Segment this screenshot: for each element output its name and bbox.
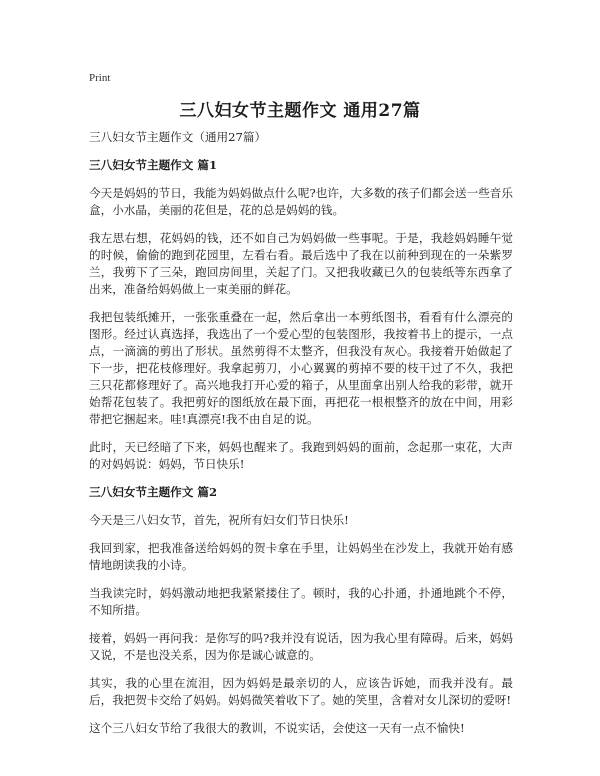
section-2 — [89, 484, 513, 737]
print-label: Print — [89, 72, 111, 84]
paragraph: 我回到家，把我准备送给妈妈的贺卡拿在手里，让妈妈坐在沙发上，我就开始有感情地朗读我的小诗。 — [89, 541, 513, 572]
paragraph: 此时，天已经暗了下来，妈妈也醒来了。我跑到妈妈的面前，念起那一束花，大声的对妈妈说：妈妈，节日快乐! — [89, 440, 513, 471]
section-heading: 三八妇女节主题作文 篇1 — [89, 158, 218, 172]
paragraph: 接着，妈妈一再问我：是你写的吗?我并没有说话，因为我心里有障碍。后来，妈妈又说，不是也没关系，因为你是诚心诚意的。 — [89, 631, 513, 662]
section-1 — [89, 157, 513, 473]
article-body — [89, 129, 513, 748]
paragraph: 今天是妈妈的节日，我能为妈妈做点什么呢?也许，大多数的孩子们都会送一些音乐盒，小水晶，美丽的花但是，花的总是妈妈的钱。 — [89, 186, 513, 217]
paragraph: 我把包装纸摊开，一张张重叠在一起，然后拿出一本剪纸图书，看看有什么漂亮的图形。经过认真选择，我选出了一个爱心型的包装图形，我按着书上的提示，一点点，一滴滴的剪出了形状。虽然剪得不太整齐，但我没有灰心。我接着开始做起了下一步，把花枝修理好。我拿起剪刀，小心翼翼的剪掉不要的枝干过了不久，我把三只花都修理好了。高兴地我打开心爱的箱子，从里面拿出别人给我的彩带，就开始帮花包装了。我把剪好的图纸放在最下面，再把花一根根整齐的放在中间，用彩带把它捆起来。哇!真漂亮!我不由自足的说。 — [89, 310, 513, 426]
section-heading: 三八妇女节主题作文 篇2 — [89, 485, 218, 499]
paragraph: 其实，我的心里在流泪，因为妈妈是最亲切的人，应该告诉她，而我并没有。最后，我把贺卡交给了妈妈。妈妈微笑着收下了。她的笑里，含着对女儿深切的爱呀! — [89, 676, 513, 707]
paragraph: 我左思右想，花妈妈的钱，还不如自己为妈妈做一些事呢。于是，我趁妈妈睡午觉的时候，偷偷的跑到花园里，左看右看。最后选中了我在以前种到现在的一朵紫罗兰，我剪下了三朵，跑回房间里，关起了门。又把我收藏已久的包装纸等东西拿了出来，准备给妈妈做上一束美丽的鲜花。 — [89, 231, 513, 296]
paragraph: 今天是三八妇女节，首先，祝所有妇女们节日快乐! — [89, 513, 349, 527]
page-title: 三八妇女节主题作文 通用27篇 — [179, 101, 421, 121]
paragraph: 这个三八妇女节给了我很大的教训，不说实话，会使这一天有一点不愉快! — [89, 721, 465, 735]
article-subtitle: 三八妇女节主题作文（通用27篇） — [89, 130, 267, 144]
paragraph: 当我读完时，妈妈激动地把我紧紧搂住了。顿时，我的心扑通，扑通地跳个不停，不知所措。 — [89, 586, 513, 617]
